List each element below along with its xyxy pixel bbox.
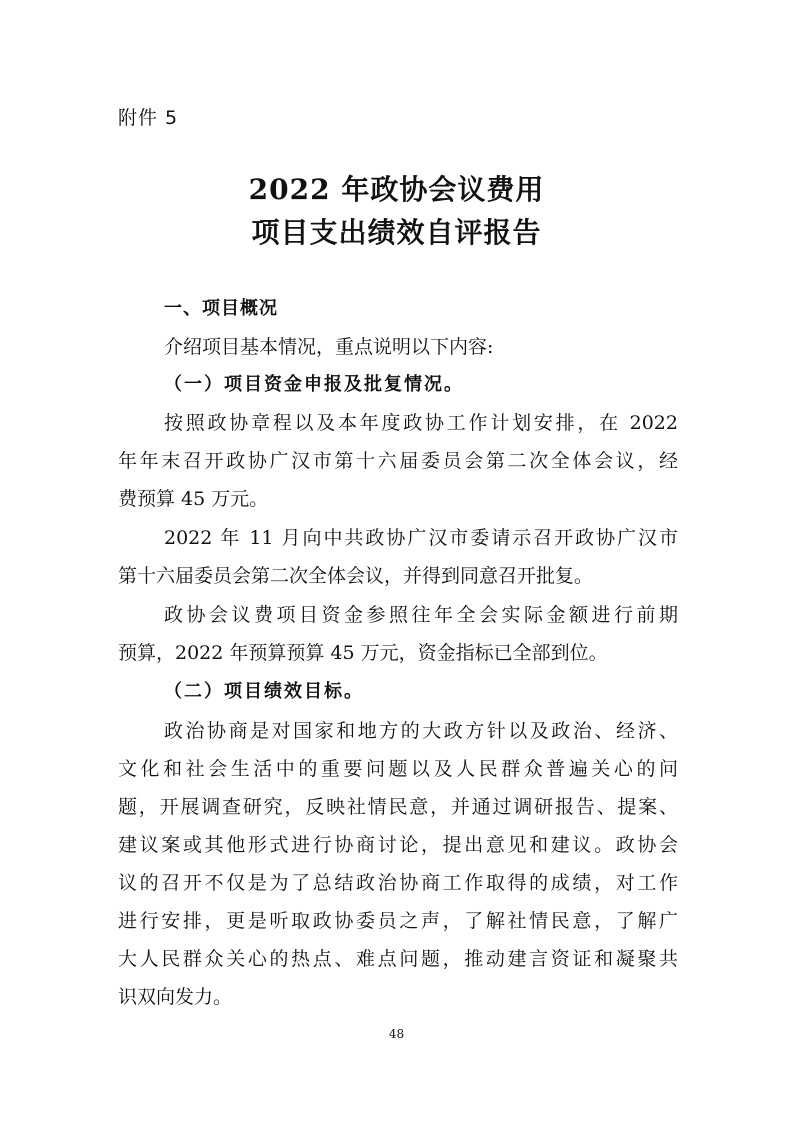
intro-text: 介绍项目基本情况，重点说明以下内容: (164, 336, 494, 358)
paragraph-line: 进行安排，更是听取政协委员之声，了解社情民意，了解广 (118, 910, 678, 932)
paragraph-line: 费预算 45 万元。 (118, 488, 269, 510)
paragraph-line: 预算，2022 年预算预算 45 万元，资金指标已全部到位。 (118, 642, 608, 664)
attachment-label: 附件 5 (118, 107, 179, 129)
paragraph-line: 2022 年 11 月向中共政协广汉市委请示召开政协广汉市 (164, 527, 678, 549)
paragraph-line: 政治协商是对国家和地方的大政方针以及政治、经济、 (164, 720, 678, 742)
page-number: 48 (388, 1027, 405, 1041)
subsection-heading-goals: （二）项目绩效目标。 (164, 681, 364, 702)
section-heading-overview: 一、项目概况 (164, 298, 278, 319)
paragraph-line: 第十六届委员会第二次全体会议，并得到同意召开批复。 (118, 565, 594, 587)
paragraph-line: 年年末召开政协广汉市第十六届委员会第二次全体会议，经 (118, 450, 678, 472)
paragraph-line: 议的召开不仅是为了总结政治协商工作取得的成绩，对工作 (118, 872, 678, 894)
document-title-line-2: 项目支出绩效自评报告 (251, 216, 542, 249)
subsection-heading-funding: （一）项目资金申报及批复情况。 (164, 374, 464, 395)
paragraph-line: 题，开展调查研究，反映社情民意，并通过调研报告、提案、 (118, 796, 678, 818)
paragraph-line: 按照政协章程以及本年度政协工作计划安排，在 2022 (164, 412, 678, 434)
paragraph-line: 建议案或其他形式进行协商讨论，提出意见和建议。政协会 (118, 834, 678, 856)
paragraph-line: 文化和社会生活中的重要问题以及人民群众普遍关心的问 (118, 758, 678, 780)
paragraph-line: 大人民群众关心的热点、难点问题，推动建言资证和凝聚共 (118, 948, 678, 970)
paragraph-line: 政协会议费项目资金参照往年全会实际金额进行前期 (164, 604, 678, 626)
document-title-line-1: 2022 年政协会议费用 (248, 173, 545, 206)
paragraph-line: 识双向发力。 (118, 986, 233, 1008)
